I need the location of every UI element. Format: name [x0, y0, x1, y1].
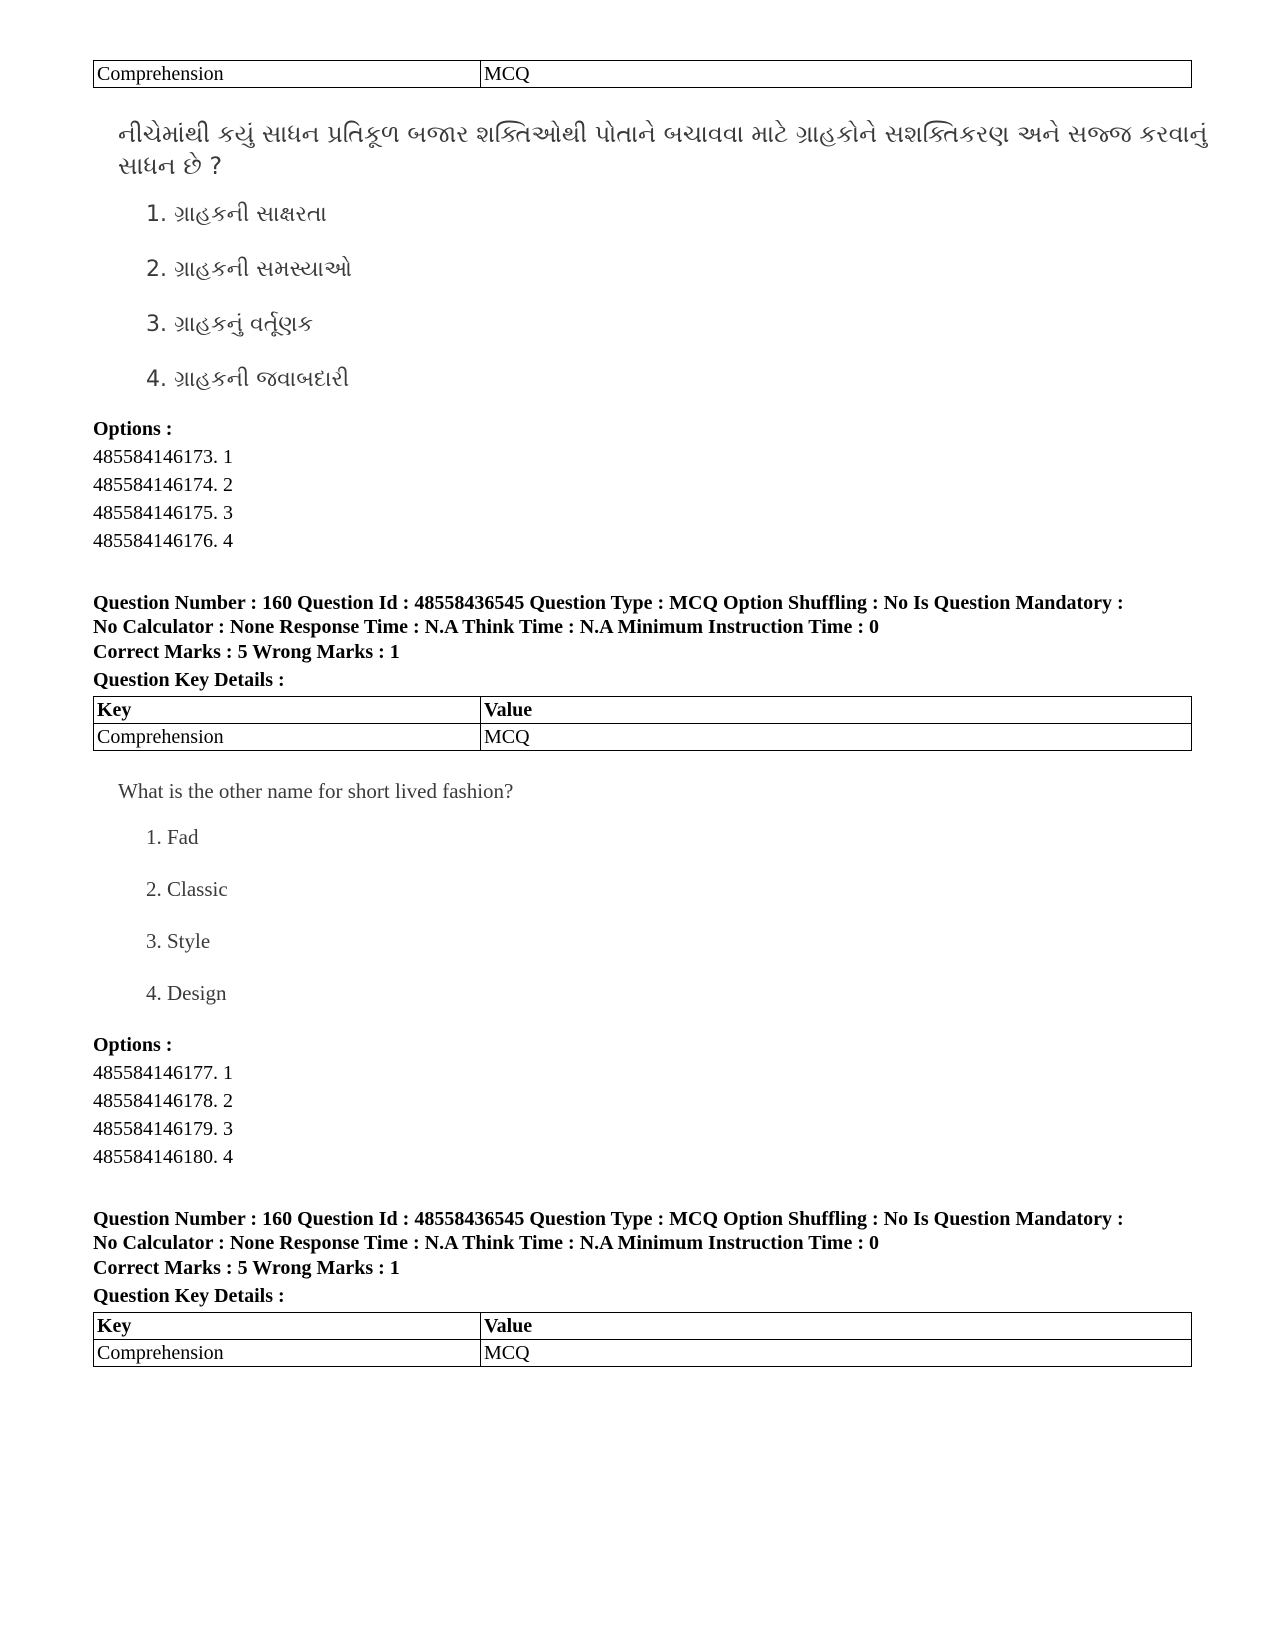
choice-item: 2. ગ્રાહકની સમસ્યાઓ	[146, 257, 352, 282]
key-cell: Comprehension	[94, 61, 481, 88]
choice-item: 1. ગ્રાહકની સાક્ષરતા	[146, 202, 327, 227]
option-line: 485584146180. 4	[93, 1146, 233, 1168]
table-row	[94, 61, 1192, 88]
meta-line: Question Number : 160 Question Id : 48558436545 Question Type : MCQ Option Shuffling : No Is Question Mandatory :	[93, 592, 1124, 614]
column-header-key: Key	[94, 1313, 481, 1340]
question-key-table	[93, 60, 1192, 88]
question-meta	[93, 1207, 1203, 1255]
table-header-row	[94, 1313, 1192, 1340]
value-cell: MCQ	[481, 61, 1192, 88]
option-line: 485584146179. 3	[93, 1118, 233, 1140]
option-line: 485584146176. 4	[93, 530, 233, 552]
choice-item: 3. Style	[146, 929, 211, 953]
question-image-english	[118, 776, 514, 1005]
options-label: Options :	[93, 1034, 173, 1056]
column-header-value: Value	[481, 1313, 1192, 1340]
question-meta	[93, 591, 1203, 639]
option-line: 485584146174. 2	[93, 474, 233, 496]
table-row	[94, 1340, 1192, 1367]
table-header-row	[94, 697, 1192, 724]
meta-line: No Calculator : None Response Time : N.A Think Time : N.A Minimum Instruction Time : 0	[93, 616, 879, 638]
table-row	[94, 724, 1192, 751]
option-line: 485584146177. 1	[93, 1062, 233, 1084]
key-details-label: Question Key Details :	[93, 1285, 285, 1307]
question-key-table	[93, 1312, 1192, 1367]
marks-line: Correct Marks : 5 Wrong Marks : 1	[93, 1257, 400, 1279]
option-line: 485584146178. 2	[93, 1090, 233, 1112]
value-cell: MCQ	[481, 1340, 1192, 1367]
choice-item: 1. Fad	[146, 825, 199, 849]
option-line: 485584146175. 3	[93, 502, 233, 524]
choice-item: 2. Classic	[146, 877, 228, 901]
key-details-label: Question Key Details :	[93, 669, 285, 691]
question-stem-line: સાધન છે ?	[118, 152, 223, 180]
choice-item: 4. ગ્રાહકની જવાબદારી	[146, 367, 350, 392]
column-header-key: Key	[94, 697, 481, 724]
options-label: Options :	[93, 418, 173, 440]
choice-item: 3. ગ્રાહકનું વર્તૂણક	[146, 312, 313, 337]
column-header-value: Value	[481, 697, 1192, 724]
choice-item: 4. Design	[146, 981, 227, 1005]
question-stem: What is the other name for short lived fashion?	[118, 779, 514, 803]
question-stem-line: નીચેમાંથી કયું સાધન પ્રતિકૂળ બજાર શક્તિઓથી પોતાને બચાવવા માટે ગ્રાહકોને સશક્તિકરણ અને સજ્જ કરવાનું	[118, 120, 1208, 148]
key-cell: Comprehension	[94, 724, 481, 751]
meta-line: No Calculator : None Response Time : N.A Think Time : N.A Minimum Instruction Time : 0	[93, 1232, 879, 1254]
option-line: 485584146173. 1	[93, 446, 233, 468]
meta-line: Question Number : 160 Question Id : 48558436545 Question Type : MCQ Option Shuffling : No Is Question Mandatory :	[93, 1208, 1124, 1230]
value-cell: MCQ	[481, 724, 1192, 751]
question-key-table	[93, 696, 1192, 751]
key-cell: Comprehension	[94, 1340, 481, 1367]
question-image-gujarati	[118, 118, 1208, 392]
marks-line: Correct Marks : 5 Wrong Marks : 1	[93, 641, 400, 663]
